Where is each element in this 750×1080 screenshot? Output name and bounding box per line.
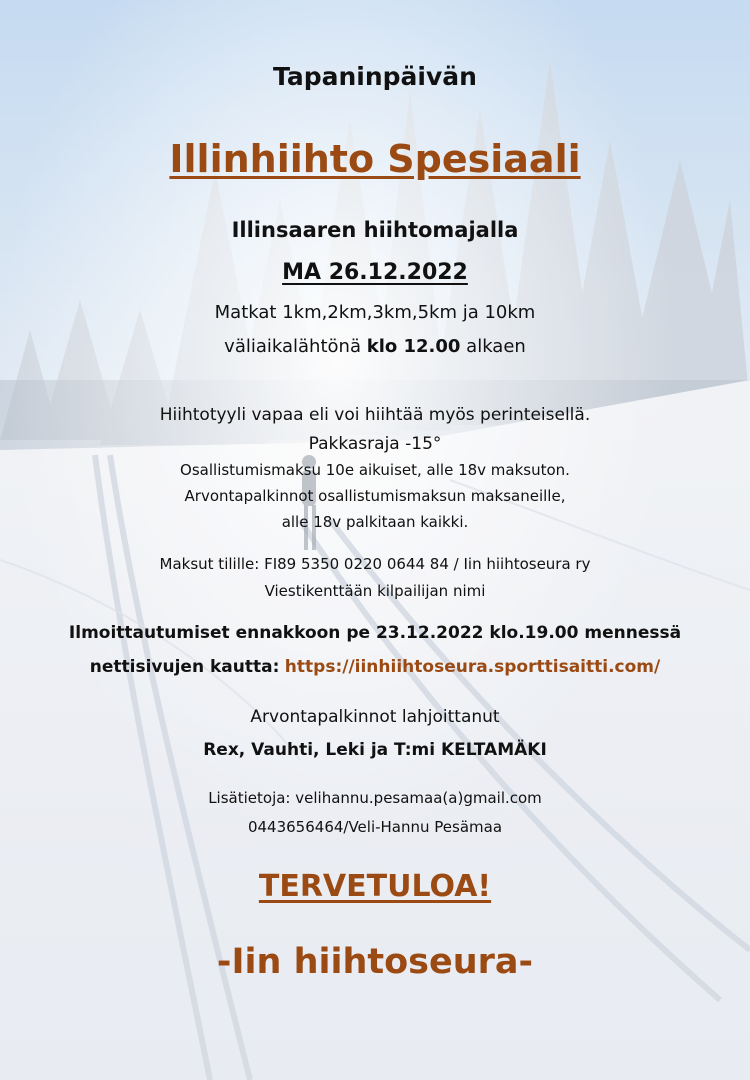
event-date: MA 26.12.2022 xyxy=(282,260,468,285)
registration-line1: Ilmoittautumiset ennakkoon pe 23.12.2022 klo.19.00 mennessä xyxy=(68,623,682,643)
start-info xyxy=(0,338,750,356)
donors: Rex, Vauhti, Leki ja T:mi KELTAMÄKI xyxy=(203,740,547,760)
registration-prefix: nettisivujen kautta: xyxy=(89,657,280,677)
ski-style: Hiihtotyyli vapaa eli voi hiihtää myös perinteisellä. xyxy=(159,405,591,425)
registration-link[interactable]: https://iinhiihtoseura.sporttisaitti.com/ xyxy=(284,657,661,677)
venue: Illinsaaren hiihtomajalla xyxy=(231,218,519,242)
contact-line2: 0443656464/Veli-Hannu Pesämaa xyxy=(247,818,503,836)
contact-line1: Lisätietoja: velihannu.pesamaa(a)gmail.com xyxy=(208,789,542,807)
start-prefix: väliaikalähtönä xyxy=(224,336,361,357)
welcome-text: TERVETULOA! xyxy=(258,869,492,904)
frost-limit: Pakkasraja -15° xyxy=(308,434,442,454)
distances: Matkat 1km,2km,3km,5km ja 10km xyxy=(214,302,536,323)
prizes-info-line2: alle 18v palkitaan kaikki. xyxy=(281,513,469,531)
start-time: klo 12.00 xyxy=(366,336,461,357)
poster-title: Illinhiihto Spesiaali xyxy=(169,137,581,181)
start-suffix: alkaen xyxy=(466,336,526,357)
signature: -Iin hiihtoseura- xyxy=(216,942,534,982)
fee-info: Osallistumismaksu 10e aikuiset, alle 18v maksuton. xyxy=(180,461,570,479)
payment-info-line2: Viestikenttään kilpailijan nimi xyxy=(264,582,486,600)
donors-label: Arvontapalkinnot lahjoittanut xyxy=(250,707,500,727)
payment-info-line1: Maksut tilille: FI89 5350 0220 0644 84 / Iin hiihtoseura ry xyxy=(159,555,591,573)
prizes-info-line1: Arvontapalkinnot osallistumismaksun maksaneille, xyxy=(184,487,566,505)
registration-line2 xyxy=(0,659,750,676)
pretitle: Tapaninpäivän xyxy=(273,62,477,91)
